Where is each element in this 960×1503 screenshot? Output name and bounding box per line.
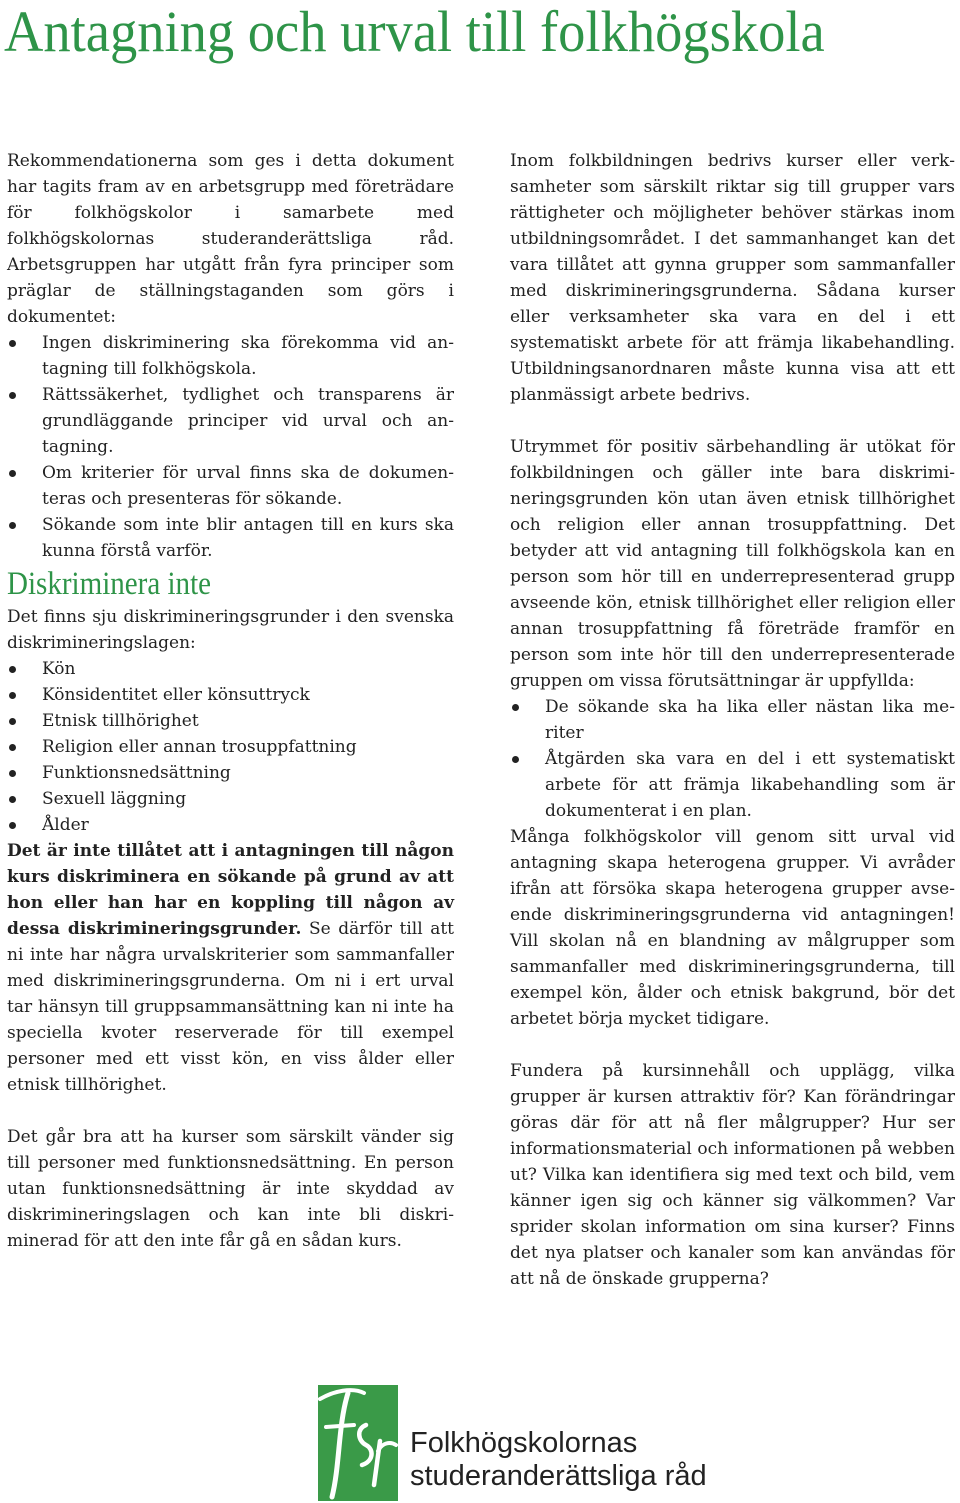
section-heading: Diskriminera inte bbox=[7, 566, 212, 602]
logo-text bbox=[410, 1427, 707, 1493]
rule-emphasis: Det är inte tillåtet att i antagningen till någon kurs diskriminera en sökande på grund av att hon eller han har en koppling till någon av dessa diskrimineringsgrunder. bbox=[7, 841, 454, 939]
list-item: Sexuell läggning bbox=[7, 786, 454, 812]
logo-line-1: Folkhögskolornas bbox=[410, 1427, 638, 1459]
list-item: Ålder bbox=[7, 812, 454, 838]
paragraph: Inom folkbildningen bedrivs kurser eller verksamheter som särskilt riktar sig till grupper vars rättigheter och möjligheter behöver stärkas inom utbildningsområdet. I det sammanhanget kan det vara tillåtet att gynna grupper som sammanfaller med diskrimineringsgrunderna. Sådana kurser eller verksamheter ska vara en del i ett systematiskt arbete för att främja likabehandling. Utbildningsanordnaren måste kunna visa att ett planmässigt arbete bedrivs. bbox=[510, 151, 955, 405]
logo-mark-icon bbox=[318, 1385, 398, 1501]
list-item: Om kriterier för urval finns ska de dokumenteras och presenteras för sökande. bbox=[7, 460, 454, 512]
intro-paragraph: Rekommendationerna som ges i detta dokument har tagits fram av en arbetsgrupp med företrädare för folkhögskolor i samarbete med folkhögskolornas studeranderättsliga råd. Arbetsgruppen har utgått från fyra principer som präglar de ställningstaganden som görs i dokumentet: bbox=[7, 151, 454, 327]
page-title: Antagning och urval till folkhögskola bbox=[4, 0, 825, 64]
list-item: Kön bbox=[7, 656, 454, 682]
paragraph: Fundera på kursinnehåll och upplägg, vilka grupper är kursen attraktiv för? Kan förändringar göras där för att nå fler målgrupper? Hur ser informationsmaterial och informationen på webben ut? Vilka kan identifiera sig med text och bild, vem känner igen sig och känner sig välkommen? Var sprider skolan information om sina kurser? Finns det nya platser och kanaler som kan användas för att nå de önskade grupperna? bbox=[510, 1061, 955, 1289]
list-item: Funktionsnedsättning bbox=[7, 760, 454, 786]
paragraph: Många folkhögskolor vill genom sitt urval vid antagning skapa heterogena grupper. Vi avråder ifrån att försöka skapa heterogena grupper avseende diskrimineringsgrunderna vid antagningen! Vill skolan nå en blandning av målgrupper som sammanfaller med diskrimineringsgrunderna, till exempel kön, ålder och etnisk bakgrund, bör det arbetet börja mycket tidigare. bbox=[510, 827, 955, 1029]
principles-list bbox=[7, 330, 454, 564]
disability-paragraph: Det går bra att ha kurser som särskilt vänder sig till personer med funktionsnedsättning. En person utan funktionsnedsättning är inte skyddad av diskrimineringslagen och kan inte bli diskriminerad för att den inte får gå en sådan kurs. bbox=[7, 1127, 454, 1251]
grounds-list bbox=[7, 656, 454, 838]
logo-line-2: studeranderättsliga råd bbox=[410, 1460, 707, 1492]
grounds-intro: Det finns sju diskrimineringsgrunder i den svenska diskrimineringslagen: bbox=[7, 607, 454, 653]
left-column bbox=[7, 148, 454, 1254]
conditions-list bbox=[510, 694, 955, 824]
fsr-logo bbox=[318, 1385, 718, 1501]
list-item: Ingen diskriminering ska förekomma vid antagning till folkhögskola. bbox=[7, 330, 454, 382]
right-column bbox=[510, 148, 955, 1292]
list-item: Åtgärden ska vara en del i ett systematiskt arbete för att främja likabehandling som är dokumenterat i en plan. bbox=[510, 746, 955, 824]
rule-text: Se därför till att ni inte har några urvalskriterier som sammanfaller med diskrimineringsgrunderna. Om ni i ert urval tar hänsyn till gruppsammansättning kan ni inte ha speciella kvoter reserverade för till exempel personer med ett visst kön, en viss ålder eller etnisk tillhörighet. bbox=[7, 919, 455, 1095]
rule-paragraph bbox=[7, 838, 454, 1098]
list-item: Religion eller annan trosuppfattning bbox=[7, 734, 454, 760]
paragraph: Utrymmet för positiv särbehandling är utökat för folkbildningen och gäller inte bara diskrimineringsgrunden kön utan även etnisk tillhörighet och religion eller annan trosuppfattning. Det betyder att vid antagning till folkhögskola kan en person som hör till en underrepresenterad grupp avseende kön, etnisk tillhörighet eller religion eller annan trosuppfattning få företräde framför en person som inte hör till den underrepresenterade gruppen om vissa förutsättningar är uppfyllda: bbox=[510, 437, 955, 691]
list-item: Rättssäkerhet, tydlighet och transparens är grundläggande principer vid urval och antagning. bbox=[7, 382, 454, 460]
list-item: Könsidentitet eller könsuttryck bbox=[7, 682, 454, 708]
list-item: De sökande ska ha lika eller nästan lika meriter bbox=[510, 694, 955, 746]
list-item: Sökande som inte blir antagen till en kurs ska kunna förstå varför. bbox=[7, 512, 454, 564]
list-item: Etnisk tillhörighet bbox=[7, 708, 454, 734]
